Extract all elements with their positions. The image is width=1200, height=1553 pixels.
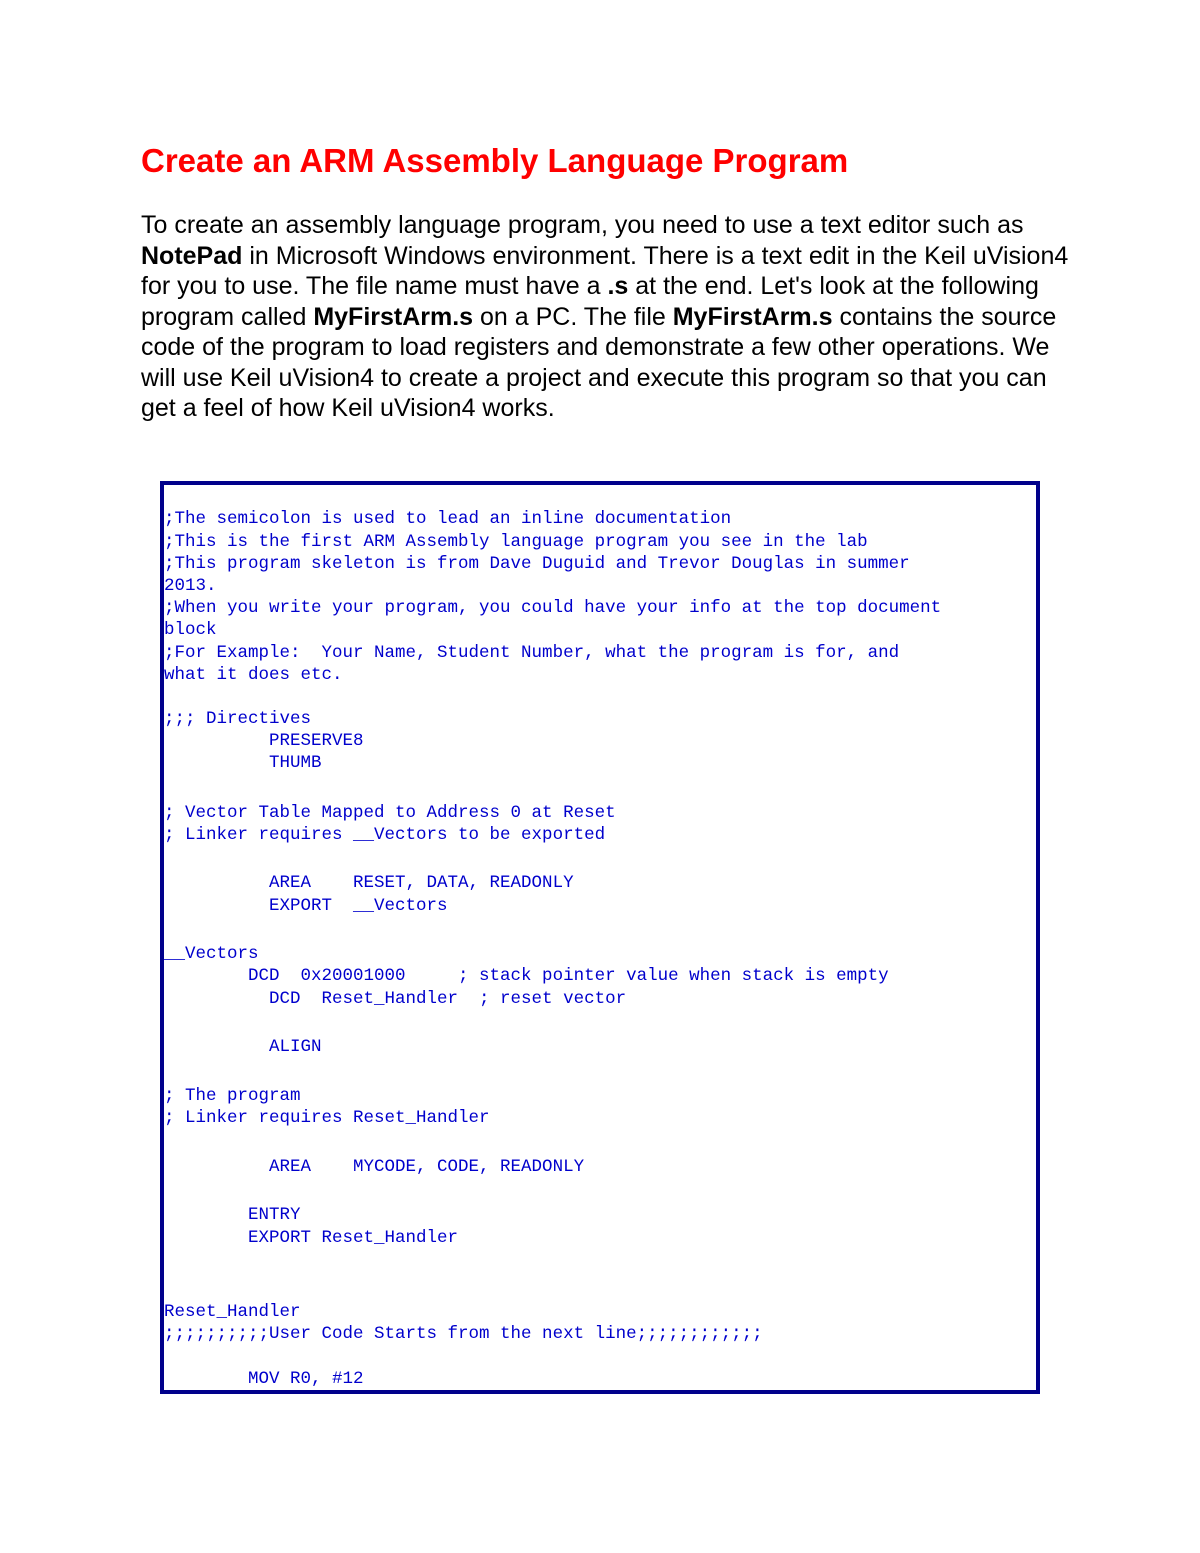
code-line-18: DCD Reset_Handler ; reset vector [164,989,627,1009]
code-line-22: AREA MYCODE, CODE, READONLY [164,1157,585,1177]
code-line-8: what it does etc. [164,665,343,685]
code-line-3: ;This program skeleton is from Dave Duguid and Trevor Douglas in summer [164,554,910,574]
code-line-6: block [164,620,217,640]
code-line-23: ENTRY [164,1205,301,1225]
intro-paragraph [141,210,1071,424]
filename-term-1: MyFirstArm.s [313,302,474,331]
intro-text-3: at the end. Let's look at the following program called [141,272,1039,331]
filename-term-2: MyFirstArm.s [672,302,833,331]
code-line-27: MOV R0, #12 [164,1369,364,1389]
code-line-21: ; Linker requires Reset_Handler [164,1108,490,1128]
code-line-4: 2013. [164,576,217,596]
code-line-11: THUMB [164,753,322,773]
code-line-16: __Vectors [164,944,259,964]
code-line-12: ; Vector Table Mapped to Address 0 at Reset [164,803,616,823]
file-extension-term: .s [607,272,629,300]
intro-text-5: contains the source code of the program to load registers and demonstrate a few other operations. We will use Keil uVision4 to create a project and execute this program so that you can get a feel of how Keil uVision4 works. [141,302,1057,422]
notepad-term: NotePad [141,241,243,270]
page-title: Create an ARM Assembly Language Program [141,142,849,179]
code-line-2: ;This is the first ARM Assembly language program you see in the lab [164,532,868,552]
code-line-25: Reset_Handler [164,1302,301,1322]
code-line-13: ; Linker requires __Vectors to be exported [164,825,606,845]
code-line-26: ;;;;;;;;;;User Code Starts from the next line;;;;;;;;;;;; [164,1324,763,1344]
code-line-19: ALIGN [164,1037,322,1057]
code-line-10: PRESERVE8 [164,731,364,751]
code-line-24: EXPORT Reset_Handler [164,1228,459,1248]
code-listing-box [160,481,1040,1394]
code-line-9: ;;; Directives [164,709,312,729]
code-line-15: EXPORT __Vectors [164,896,448,916]
code-line-1: ;The semicolon is used to lead an inline documentation [164,509,732,529]
code-line-7: ;For Example: Your Name, Student Number, what the program is for, and [164,643,900,663]
intro-text-1: To create an assembly language program, you need to use a text editor such as [141,211,1024,239]
intro-text-2: in Microsoft Windows environment. There is a text edit in the Keil uVision4 for you to use. The file name must have a [141,241,1069,300]
code-line-14: AREA RESET, DATA, READONLY [164,873,574,893]
code-line-17: DCD 0x20001000 ; stack pointer value when stack is empty [164,966,889,986]
intro-text-4: on a PC. The file [473,302,673,331]
code-line-5: ;When you write your program, you could have your info at the top document [164,598,942,618]
code-line-20: ; The program [164,1086,301,1106]
